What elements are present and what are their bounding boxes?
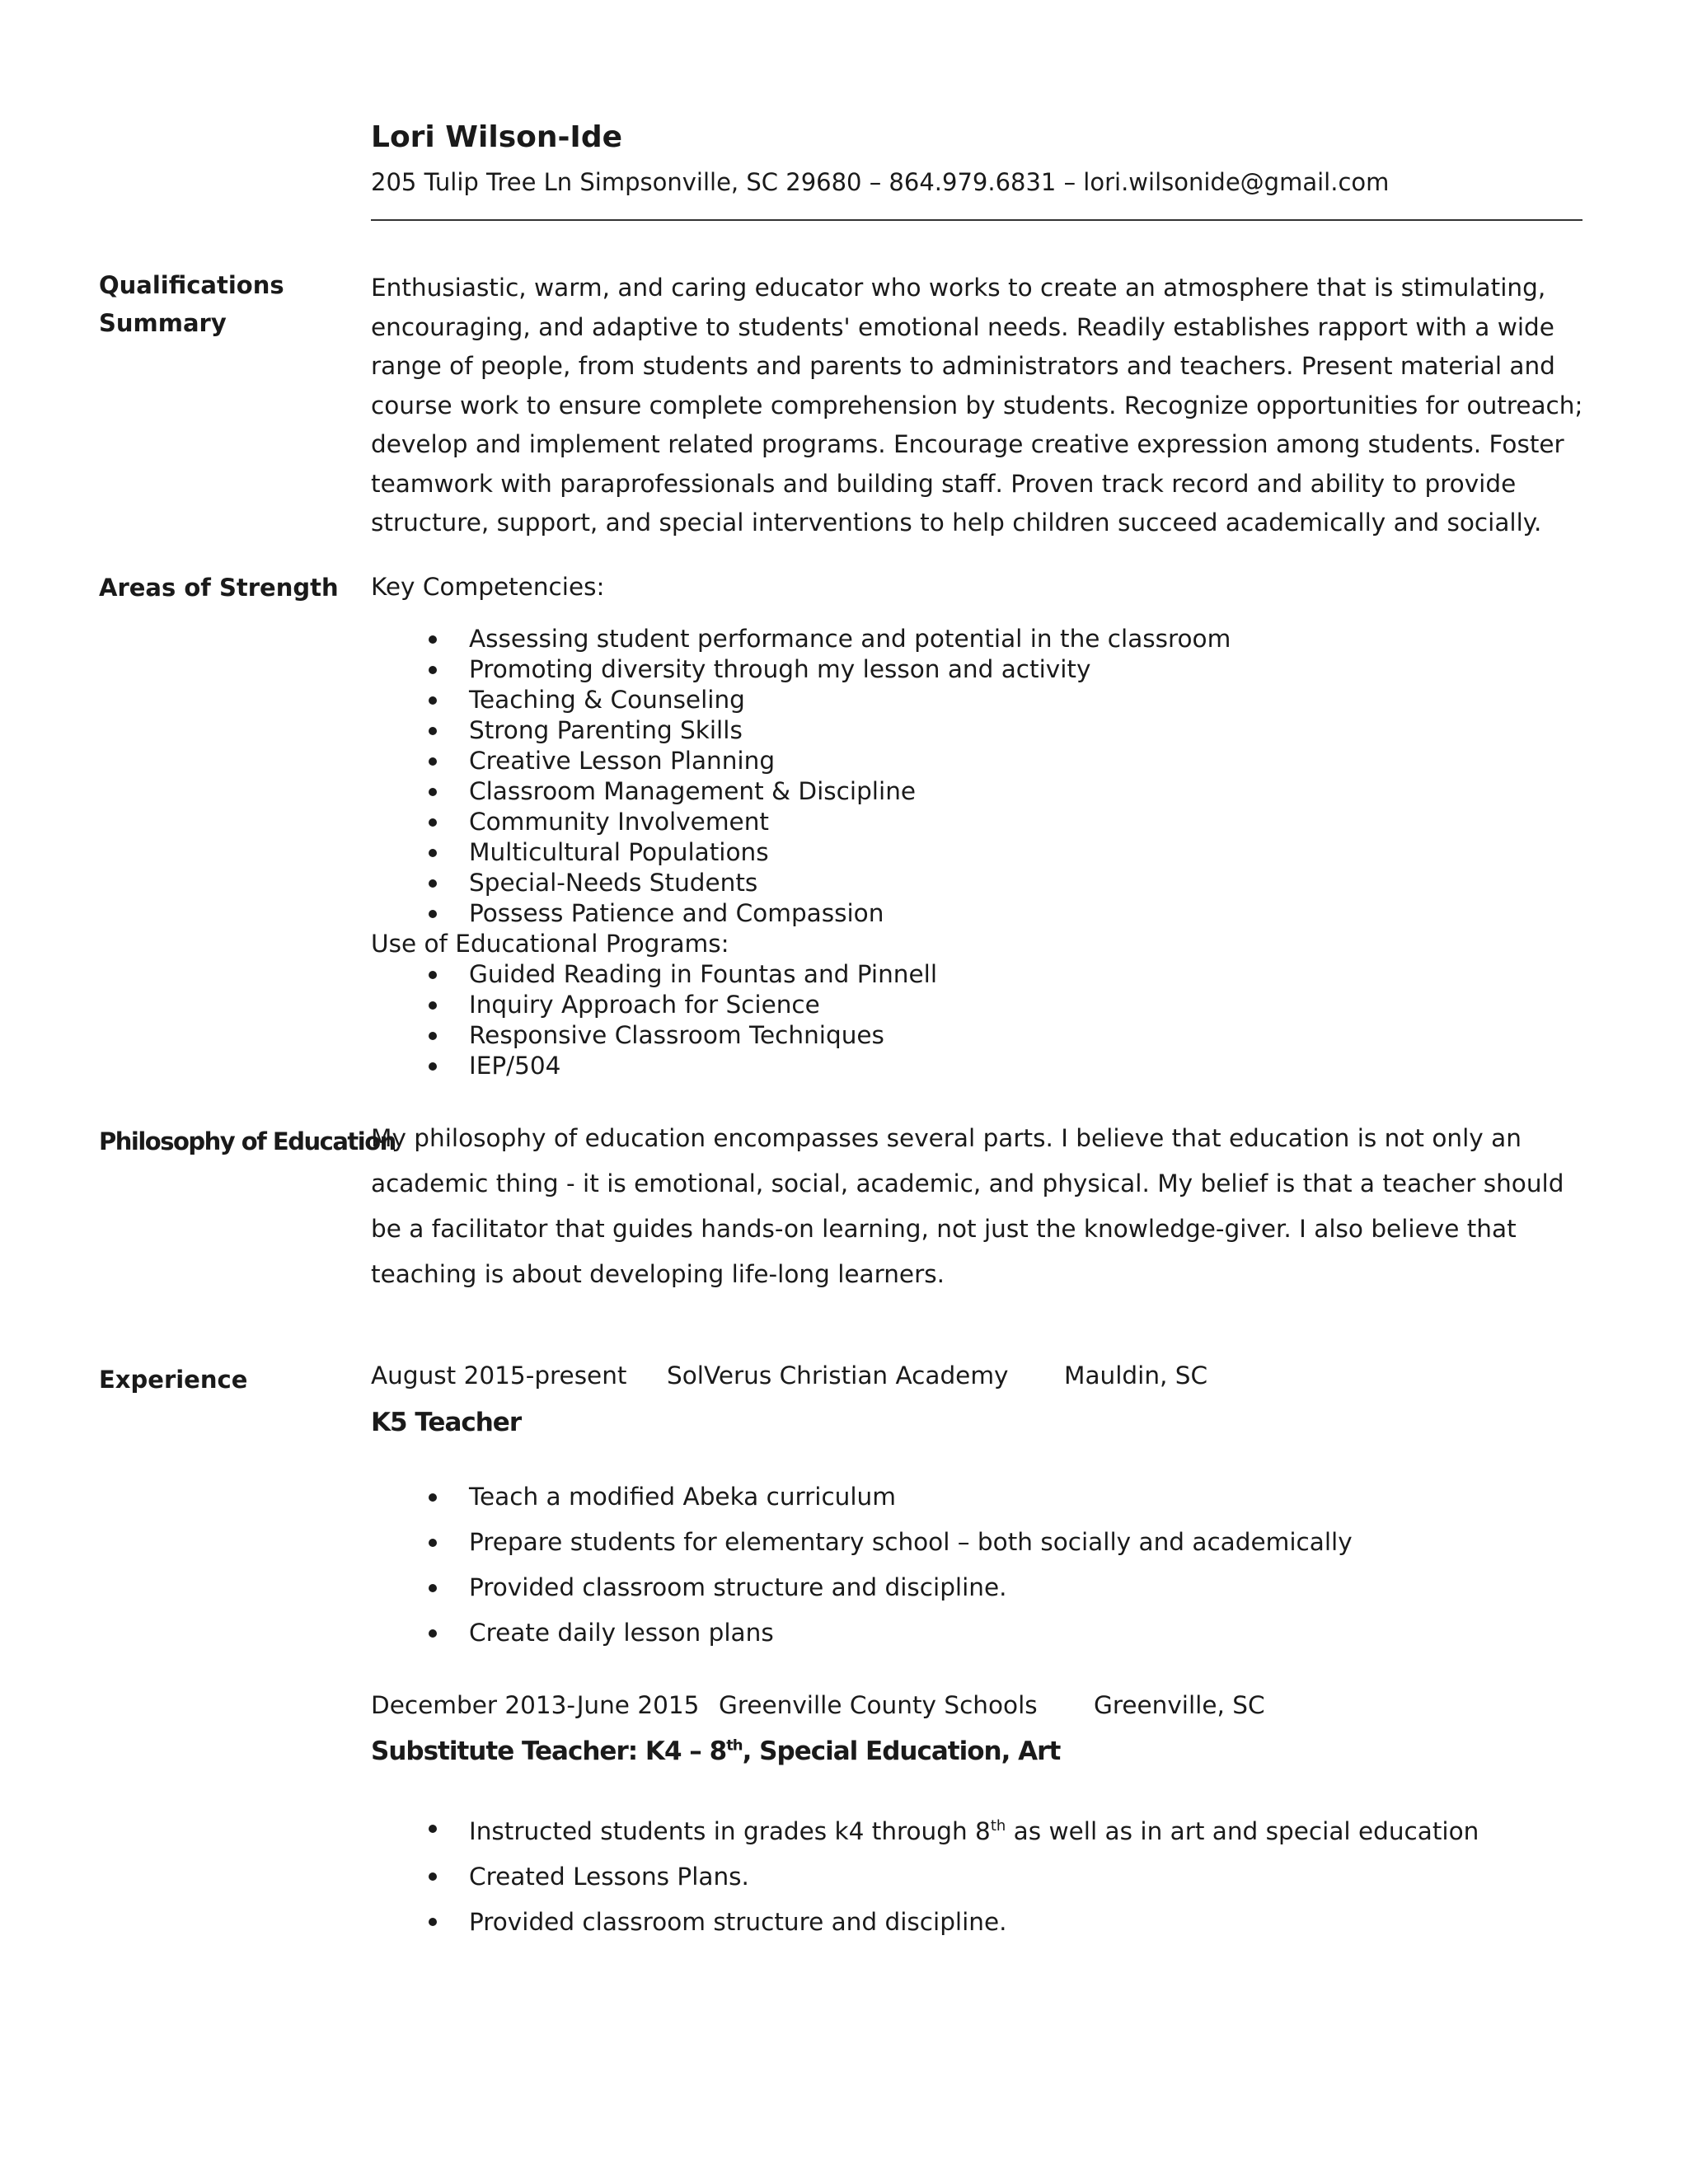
list-item: Inquiry Approach for Science [371, 990, 1587, 1020]
job-dates: August 2015-present [371, 1361, 627, 1390]
bullet-icon [429, 1629, 437, 1638]
bullet-icon [429, 1493, 437, 1502]
job-duties-list [371, 1803, 1587, 1945]
bullet-icon [429, 971, 437, 979]
list-item: Creative Lesson Planning [371, 746, 1587, 776]
bullet-icon [429, 696, 437, 705]
strengths-label: Areas of Strength [99, 574, 339, 602]
list-item: Classroom Management & Discipline [371, 776, 1587, 807]
philosophy-text: My philosophy of education encompasses several parts. I believe that education is not only an academic thing - it is emotional, social, academic, and physical. My belief is that a teacher should be a facilitator that guides hands-on learning, not just the knowledge-giver. I also believe that teaching is about developing life-long learners. [371, 1124, 1564, 1288]
qualifications-label-line1: Qualifications [99, 271, 284, 299]
qualifications-label-line2: Summary [99, 309, 227, 337]
list-item: Provided classroom structure and discipline. [371, 1900, 1587, 1945]
bullet-icon [429, 849, 437, 857]
list-item: Prepare students for elementary school – both socially and academically [371, 1520, 1587, 1565]
programs-heading: Use of Educational Programs: [371, 930, 729, 958]
strengths-section [371, 572, 1587, 1081]
job-location: Mauldin, SC [1064, 1361, 1208, 1390]
qualifications-text: Enthusiastic, warm, and caring educator who works to create an atmosphere that is stimulating, encouraging, and adaptive to students' emotional needs. Readily establishes rapport with a wide range of people, from students and parents to administrators and teachers. Present material and course work to ensure complete comprehension by students. Recognize opportunities for outreach; develop and implement related programs. Encourage creative expression among students. Foster teamwork with paraprofessionals and building staff. Proven track record and ability to provide structure, support, and special interventions to help children succeed academically and socially. [371, 274, 1583, 537]
qualifications-label [99, 266, 284, 342]
list-item: Teach a modified Abeka curriculum [371, 1474, 1587, 1520]
bullet-icon [429, 1062, 437, 1071]
experience-label: Experience [99, 1366, 248, 1394]
list-item: Provided classroom structure and discipline. [371, 1565, 1587, 1610]
list-item: Special-Needs Students [371, 868, 1587, 898]
list-item: Assessing student performance and potential in the classroom [371, 624, 1587, 654]
competencies-list [371, 624, 1587, 929]
bullet-icon [429, 666, 437, 674]
list-item: Community Involvement [371, 807, 1587, 837]
job-duties-list [371, 1474, 1587, 1656]
bullet-icon [429, 1825, 437, 1833]
bullet-icon [429, 727, 437, 735]
list-item: Strong Parenting Skills [371, 715, 1587, 746]
list-item: Guided Reading in Fountas and Pinnell [371, 959, 1587, 990]
competencies-heading: Key Competencies: [371, 573, 605, 601]
bullet-icon [429, 1918, 437, 1926]
list-item: Responsive Classroom Techniques [371, 1020, 1587, 1051]
list-item: Multicultural Populations [371, 837, 1587, 868]
bullet-icon [429, 635, 437, 644]
list-item: IEP/504 [371, 1051, 1587, 1081]
bullet-icon [429, 788, 437, 796]
list-item: Promoting diversity through my lesson and activity [371, 654, 1587, 685]
bullet-icon [429, 818, 437, 827]
job-title: Substitute Teacher: K4 – 8th, Special Education, Art [371, 1736, 1061, 1766]
list-item: Create daily lesson plans [371, 1610, 1587, 1656]
bullet-icon [429, 910, 437, 918]
header-divider [371, 219, 1582, 221]
job-title: K5 Teacher [371, 1408, 522, 1437]
list-item: Created Lessons Plans. [371, 1854, 1587, 1900]
job-employer: Greenville County Schools [719, 1691, 1038, 1719]
bullet-icon [429, 1032, 437, 1040]
programs-list [371, 959, 1587, 1081]
bullet-icon [429, 1872, 437, 1881]
candidate-name: Lori Wilson-Ide [371, 120, 622, 154]
bullet-icon [429, 1539, 437, 1547]
list-item: Possess Patience and Compassion [371, 898, 1587, 929]
bullet-icon [429, 1584, 437, 1592]
philosophy-label: Philosophy of Education [99, 1127, 396, 1155]
job-location: Greenville, SC [1094, 1691, 1265, 1719]
contact-info: 205 Tulip Tree Ln Simpsonville, SC 29680 – 864.979.6831 – lori.wilsonide@gmail.com [371, 168, 1390, 196]
job-employer: SolVerus Christian Academy [667, 1361, 1009, 1390]
bullet-icon [429, 879, 437, 888]
bullet-icon [429, 1001, 437, 1010]
job-dates: December 2013-June 2015 [371, 1691, 700, 1719]
list-item: Instructed students in grades k4 through 8th as well as in art and special education [371, 1803, 1587, 1854]
list-item: Teaching & Counseling [371, 685, 1587, 715]
bullet-icon [429, 757, 437, 766]
